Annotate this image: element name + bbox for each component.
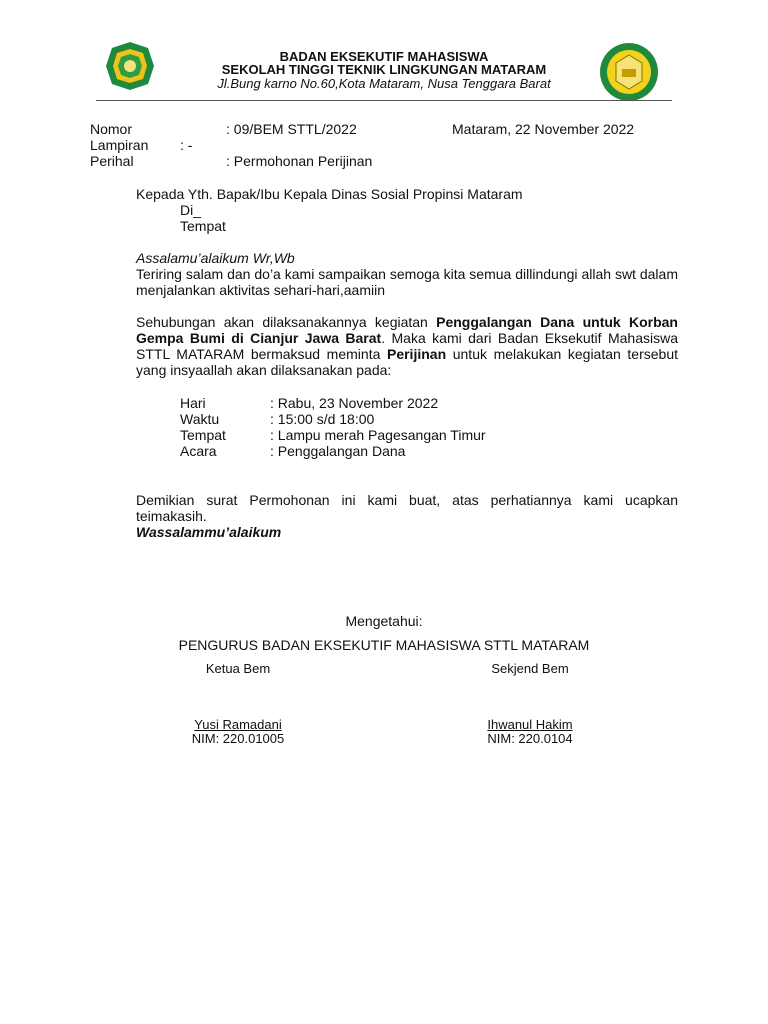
event-row-waktu: [180, 411, 600, 427]
event-details: [180, 395, 600, 459]
event-row-tempat: [180, 427, 600, 443]
event-value: : Penggalangan Dana: [270, 443, 406, 459]
recipient-line2: Di_: [180, 202, 202, 218]
left-campus-logo: [104, 40, 156, 92]
recipient-line1: Kepada Yth. Bapak/Ibu Kepala Dinas Sosial Propinsi Mataram: [136, 186, 523, 202]
lampiran-label: Lampiran: [90, 137, 149, 153]
mengetahui-label: Mengetahui:: [345, 613, 423, 629]
perihal-value: : Permohonan Perijinan: [226, 153, 373, 169]
recipient-line3: Tempat: [180, 218, 226, 234]
paragraph-2-text-c: untuk melakukan kegiatan tersebut yang insyaallah akan dilaksanakan pada:: [136, 346, 678, 378]
paragraph-2: [136, 314, 678, 378]
event-row-acara: [180, 443, 600, 459]
header-line1: BADAN EKSEKUTIF MAHASISWA: [279, 49, 489, 64]
left-signer-role: Ketua Bem: [205, 661, 271, 676]
event-label: Hari: [180, 395, 206, 411]
right-signer-role: Sekjend Bem: [491, 661, 569, 676]
event-value: : Rabu, 23 November 2022: [270, 395, 439, 411]
nomor-label: Nomor: [90, 121, 133, 137]
event-label: Acara: [180, 443, 217, 459]
event-value: : 15:00 s/d 18:00: [270, 411, 375, 427]
header-divider: [96, 100, 672, 101]
nomor-value: : 09/BEM STTL/2022: [226, 121, 357, 137]
salutation: Assalamu’alaikum Wr,Wb: [136, 250, 295, 266]
paragraph-2-text-b: . Maka kami dari Badan Eksekutif Mahasiswa STTL MATARAM bermaksud meminta: [136, 330, 678, 362]
closing-paragraph: Demikian surat Permohonan ini kami buat, atas perhatiannya kami ucapkan teimakasih.: [136, 492, 678, 524]
perihal-label: Perihal: [90, 153, 134, 169]
paragraph-1: Teriring salam dan do’a kami sampaikan semoga kita semua dillindungi allah swt dalam menjalankan aktivitas sehari-hari,aamiin: [136, 266, 678, 298]
header-line2: SEKOLAH TINGGI TEKNIK LINGKUNGAN MATARAM: [221, 62, 547, 77]
event-label: Waktu: [180, 411, 220, 427]
farewell: Wassalammu’alaikum: [136, 524, 282, 540]
right-bem-logo: [598, 41, 660, 103]
right-signer-name: Ihwanul Hakim: [487, 717, 573, 732]
letter-date: Mataram, 22 November 2022: [452, 121, 635, 137]
lampiran-value: : -: [180, 137, 193, 153]
paragraph-2-text-a: Sehubungan akan dilaksanakannya kegiatan: [136, 314, 437, 330]
header-address: Jl.Bung karno No.60,Kota Mataram, Nusa Tenggara Barat: [217, 76, 551, 91]
event-value: : Lampu merah Pagesangan Timur: [270, 427, 486, 443]
organization-name: PENGURUS BADAN EKSEKUTIF MAHASISWA STTL MATARAM: [178, 637, 590, 653]
event-label: Tempat: [180, 427, 226, 443]
right-signer-nim: NIM: 220.0104: [487, 731, 573, 746]
paragraph-2-perijinan: Perijinan: [386, 346, 447, 362]
event-row-hari: [180, 395, 600, 411]
left-signer-name: Yusi Ramadani: [194, 717, 282, 732]
left-signer-nim: NIM: 220.01005: [191, 731, 285, 746]
paragraph-2-event-name: Penggalangan Dana untuk Korban Gempa Bumi di Cianjur Jawa Barat: [136, 314, 678, 346]
